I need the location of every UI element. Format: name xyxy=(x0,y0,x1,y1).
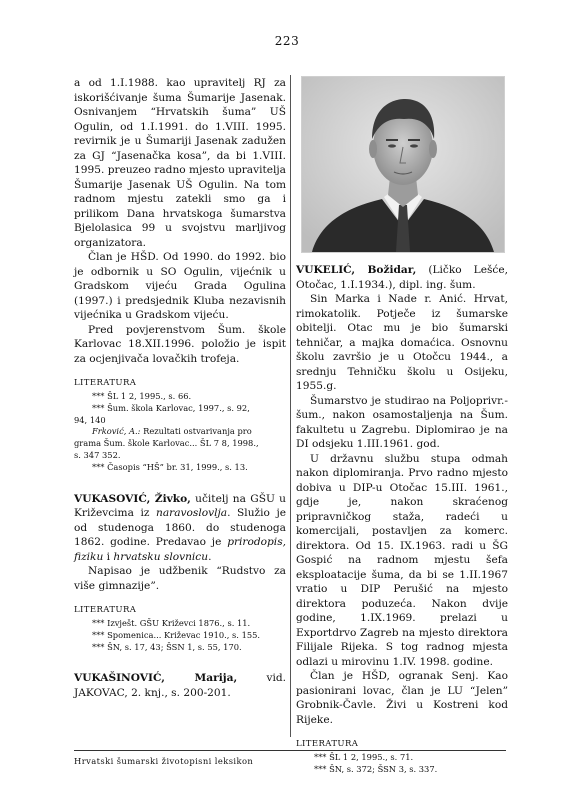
career-paragraph: U državnu službu stupa odmah nakon diplomiranja. Prvo radno mjesto dobiva u DIP-u Otočac 15.III. 1961., gdje je, nakon skraćenog pripravničkog staža, radeći u komercijali, postavljen za komerc. direktora. Od 15. IX.1963. radi u ŠG Gospić na radnom mjestu šefa eksploatacije šuma, da bi se 1.II.1967 vratio u DIP Perušić na mjesto direktora poduzeća. Nakon dvije godine, 1.IX.1969. prelazi u Exportdrvo Zagreb na mjesto direktora Filijale Rijeka. S tog radnog mjesta odlazi u mirovinu 1.IV. 1998. godine. xyxy=(296,452,508,668)
literature-heading: LITERATURA xyxy=(74,605,137,616)
exam-paragraph: Pred povjerenstvom Šum. škole Karlovac 18.XII.1996. položio je ispit za ocjenjivača lovačkih trofeja. xyxy=(74,323,286,365)
literature-item: *** ŠL 1 2, 1995., s. 71. xyxy=(314,752,414,762)
entry-vukelic xyxy=(296,263,508,292)
entry-vukasinovic xyxy=(74,671,286,700)
biography-paragraph: Sin Marka i Nade r. Anić. Hrvat, rimokatolik. Potječe iz šumarske obitelji. Otac mu je bio šumarski tehničar, a majka domaćica. Osnovnu školu završio je u Otočcu 1944., a srednju Tehničku školu u Osijeku, 1955.g. xyxy=(296,293,508,392)
literature-title: Rezultati ostvarivanja pro xyxy=(140,426,252,437)
literature-item: *** ŠN, s. 372; ŠSN 3, s. 337. xyxy=(314,763,438,774)
entry-text: (Ličko Lešće, Otočac, 1.I.1934.), dipl. ing. šum. xyxy=(296,264,508,291)
right-column xyxy=(296,263,508,776)
literature-list xyxy=(74,391,286,474)
entry-name: VUKELIĆ, Božidar, xyxy=(296,264,417,276)
literature-item: *** Šum. škola Karlovac, 1997., s. 92, xyxy=(92,402,250,413)
entry-name: VUKAŠINOVIĆ, Marija, xyxy=(74,672,238,685)
page-number: 223 xyxy=(274,34,300,48)
membership-paragraph: Član je HŠD. Od 1990. do 1992. bio je odbornik u SO Ogulin, vijećnik u Gradskom vijeću Grada Ogulina (1997.) i predsjednik Kluba nezavisnih vijećnika u Gradskom vijeću. xyxy=(74,251,286,321)
portrait-image xyxy=(302,77,504,252)
entry-italic: naravoslovlja xyxy=(156,507,228,520)
entry-text: učitelj na GŠU u Križevcima iz xyxy=(74,492,286,520)
literature-item-continuation: 94, 140 xyxy=(74,414,106,425)
literature-item xyxy=(74,426,286,438)
literature-item: *** Spomenica... Križevac 1910., s. 155. xyxy=(92,629,261,640)
intro-paragraph: a od 1.I.1988. kao upravitelj RJ za iskorišćivanje šuma Šumarije Jasenak. Osnivanjem “Hrvatskih šuma” UŠ Ogulin, od 1.I.1991. do 1.VIII. 1995. revirnik je u Šumariji Jasenak zadužen za GJ “Jasenačka kosa”, da bi 1.VIII. 1995. preuzeo radno mjesto upravitelja Šumarije Jasenak UŠ Ogulin. Na tom radnom mjestu zatekli smo ga i prilikom Dana hrvatskoga šumarstva Bjelolasica 99 u svojstvu marljivog organizatora. xyxy=(74,77,286,249)
portrait-photo xyxy=(301,76,505,253)
literature-item-continuation: s. 347 352. xyxy=(74,449,121,460)
membership-paragraph: Član je HŠD, ogranak Senj. Kao pasionirani lovac, član je LU “Jelen” Grobnik-Čavle. Živi u Kostreni kod Rijeke. xyxy=(296,670,508,726)
entry-text: . xyxy=(208,550,212,563)
entry-italic: hrvatsku slovnicu xyxy=(113,550,209,563)
literature-item: *** Izvješt. GŠU Križevci 1876., s. 11. xyxy=(92,618,251,629)
footer-divider xyxy=(74,750,506,751)
literature-item: *** Časopis “HŠ” br. 31, 1999., s. 13. xyxy=(92,461,248,472)
education-paragraph: Šumarstvo je studirao na Poljoprivr.-šum., nakon osamostaljenja na Šum. fakultetu u Zagrebu. Diplomirao je na DI odsjeku 1.III.1961. god. xyxy=(296,394,508,450)
entry-text: . Služio je od studenoga 1860. do studenoga 1862. godine. Predavao je xyxy=(74,507,286,549)
footer-title: Hrvatski šumarski životopisni leksikon xyxy=(74,756,254,766)
entry-vukasovic xyxy=(74,492,286,565)
entry-name: VUKASOVIĆ, Živko, xyxy=(74,492,191,505)
entry-text: vid. JAKOVAC, 2. knj., s. 200-201. xyxy=(74,672,286,699)
column-divider xyxy=(290,75,291,737)
literature-heading: LITERATURA xyxy=(296,739,359,749)
literature-author: Frković, A.: xyxy=(92,426,141,437)
literature-heading: LITERATURA xyxy=(74,378,137,388)
left-column xyxy=(74,76,286,700)
literature-list xyxy=(296,752,508,776)
literature-item-continuation: grama Šum. škole Karlovac... ŠL 7 8, 1998., xyxy=(74,438,259,449)
entry-text: i xyxy=(103,550,114,563)
vukasovic-paragraph: Napisao je udžbenik “Rudstvo za više gimnazije”. xyxy=(74,565,286,592)
literature-list xyxy=(74,618,286,653)
entry-italic: prirodopis, fiziku xyxy=(74,536,286,563)
literature-item: *** ŠL 1 2, 1995., s. 66. xyxy=(92,391,192,401)
literature-item: *** ŠN, s. 17, 43; ŠSN 1, s. 55, 170. xyxy=(92,641,242,652)
